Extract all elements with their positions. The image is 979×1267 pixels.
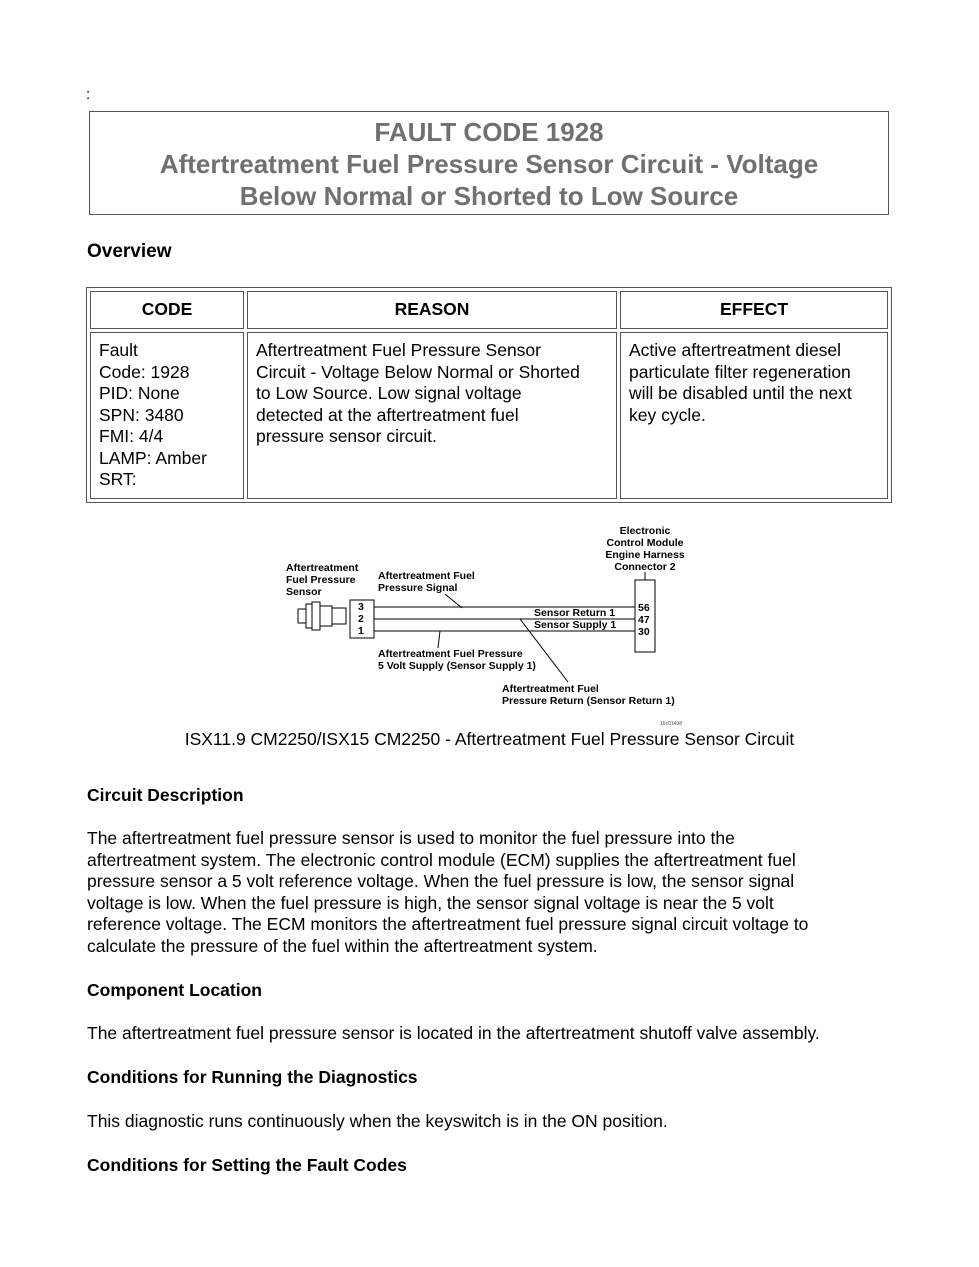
column-header-effect: EFFECT	[620, 291, 888, 329]
conditions-running-text: This diagnostic runs continuously when the keyswitch is in the ON position.	[87, 1111, 668, 1131]
sensor-pin-2: 2	[358, 613, 364, 625]
ecm-pin-30: 30	[638, 626, 650, 638]
figure-id: 15c01498	[660, 721, 682, 727]
sensor-label-1: Aftertreatment	[286, 562, 359, 574]
sensor-body	[298, 602, 346, 630]
ecm-label-4: Connector 2	[614, 561, 676, 573]
effect-cell: Active aftertreatment diesel particulate filter regeneration will be disabled until the next key cycle.	[620, 332, 888, 499]
fault-title-box	[89, 111, 889, 215]
circuit-diagram	[280, 520, 710, 728]
conditions-setting-heading: Conditions for Setting the Fault Codes	[87, 1155, 407, 1175]
ecm-label-3: Engine Harness	[605, 549, 685, 561]
fault-description-line1: Aftertreatment Fuel Pressure Sensor Circuit - Voltage	[159, 149, 819, 179]
component-location-text: The aftertreatment fuel pressure sensor is located in the aftertreatment shutoff valve assembly.	[87, 1023, 820, 1043]
leading-colon: :	[86, 86, 91, 103]
conditions-running-heading: Conditions for Running the Diagnostics	[87, 1067, 418, 1087]
ecm-label-2: Control Module	[606, 537, 684, 549]
fault-description-line2: Below Normal or Shorted to Low Source	[239, 181, 739, 211]
signal-label-1: Aftertreatment Fuel	[378, 570, 475, 582]
signal-leader-line	[445, 594, 462, 608]
column-header-reason: REASON	[247, 291, 617, 329]
circuit-description-heading: Circuit Description	[87, 785, 244, 805]
return-callout-1: Aftertreatment Fuel	[502, 683, 599, 695]
sensor-pin-3: 3	[358, 601, 364, 613]
table-header-row	[90, 291, 888, 329]
ecm-label-1: Electronic	[619, 525, 671, 537]
ecm-pin-47: 47	[638, 614, 650, 626]
signal-label-2: Pressure Signal	[378, 582, 458, 594]
sensor-supply-label: Sensor Supply 1	[534, 619, 617, 631]
sensor-label-2: Fuel Pressure	[286, 574, 356, 586]
supply-leader-line	[438, 631, 440, 648]
sensor-label-3: Sensor	[286, 586, 322, 598]
column-header-code: CODE	[90, 291, 244, 329]
fault-overview-table	[86, 287, 892, 503]
circuit-description-text: The aftertreatment fuel pressure sensor is used to monitor the fuel pressure into the aftertreatment system. The electronic control module (ECM) supplies the aftertreatment fuel pressure sensor a 5 volt reference voltage. When the fuel pressure is low, the sensor signal voltage is low. When the fuel pressure is high, the sensor signal voltage is near the 5 volt reference voltage. The ECM monitors the aftertreatment fuel pressure signal circuit voltage to calculate the pressure of the fuel within the aftertreatment system.	[87, 828, 809, 956]
fault-code-title: FAULT CODE 1928	[374, 117, 604, 147]
supply-callout-2: 5 Volt Supply (Sensor Supply 1)	[378, 660, 536, 672]
sensor-return-label: Sensor Return 1	[534, 607, 616, 619]
ecm-pin-56: 56	[638, 602, 650, 614]
supply-callout-1: Aftertreatment Fuel Pressure	[378, 648, 523, 660]
table-row	[90, 332, 888, 499]
overview-heading: Overview	[87, 241, 172, 262]
return-callout-2: Pressure Return (Sensor Return 1)	[502, 695, 675, 707]
sensor-pin-1: 1	[358, 625, 364, 637]
figure-caption: ISX11.9 CM2250/ISX15 CM2250 - Aftertreatment Fuel Pressure Sensor Circuit	[184, 729, 795, 749]
code-cell: Fault Code: 1928 PID: None SPN: 3480 FMI: 4/4 LAMP: Amber SRT:	[90, 332, 244, 499]
reason-cell: Aftertreatment Fuel Pressure Sensor Circuit - Voltage Below Normal or Shorted to Low Source. Low signal voltage detected at the aftertreatment fuel pressure sensor circuit.	[247, 332, 617, 499]
component-location-heading: Component Location	[87, 980, 262, 1000]
